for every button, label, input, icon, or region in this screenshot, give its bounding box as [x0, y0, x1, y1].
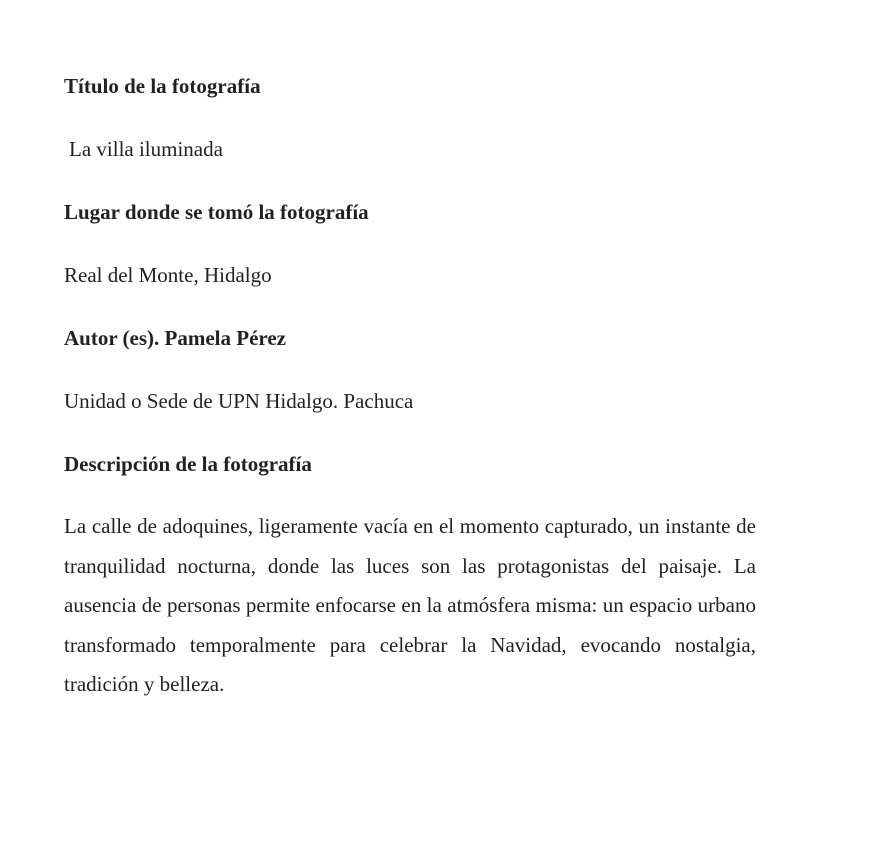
document-page — [64, 72, 756, 705]
photo-unit-value: Unidad o Sede de UPN Hidalgo. Pachuca — [64, 389, 414, 413]
photo-place-label: Lugar donde se tomó la fotografía — [64, 200, 369, 224]
photo-place-value: Real del Monte, Hidalgo — [64, 263, 272, 287]
photo-description-text: La calle de adoquines, ligeramente vacía en el momento capturado, un instante de tranquilidad nocturna, donde las luces son las protagonistas del paisaje. La ausencia de personas permite enfocarse en la atmósfera misma: un espacio urbano transformado temporalmente para celebrar la Navidad, evocando nostalgia, tradición y belleza. — [64, 514, 756, 697]
photo-author-line: Autor (es). Pamela Pérez — [64, 326, 286, 350]
photo-title-value: La villa iluminada — [69, 137, 223, 161]
photo-title-label: Título de la fotografía — [64, 74, 261, 98]
photo-description-label: Descripción de la fotografía — [64, 452, 312, 476]
